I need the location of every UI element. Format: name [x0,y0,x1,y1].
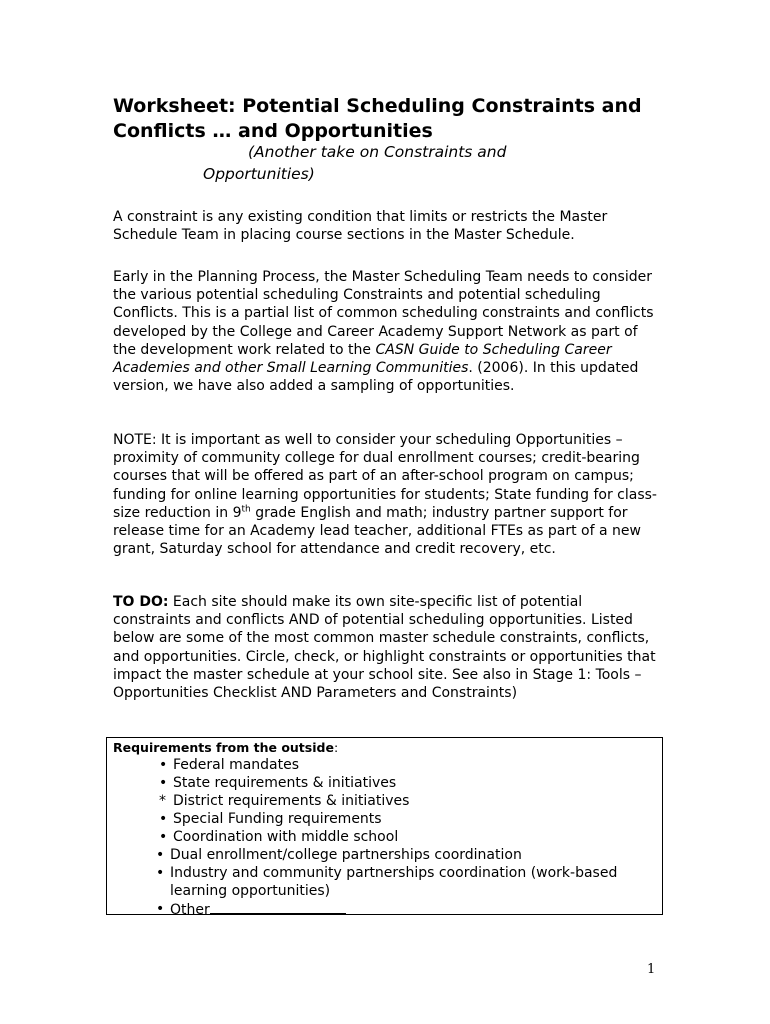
list-item [113,864,656,900]
page-number: 1 [647,962,656,977]
list-item [113,774,656,792]
other-label: Other [170,902,210,918]
subtitle-line-2: Opportunities) [203,165,315,183]
to-do-label: TO DO: [113,594,169,610]
requirements-box [106,737,663,918]
list-item-text: Coordination with middle school [173,829,399,845]
requirements-heading-colon: : [333,740,339,755]
subtitle-line-1: (Another take on Constraints and [248,143,507,161]
list-item [113,756,656,774]
bullet-icon: • [156,847,165,863]
bullet-icon: • [159,811,168,827]
page-title: Worksheet: Potential Scheduling Constraints and Conflicts … and Opportunities [113,95,642,142]
list-item [113,810,656,828]
list-item-text: District requirements & initiatives [173,793,410,809]
list-item [113,900,656,919]
bullet-icon: • [156,865,165,881]
to-do-text: Each site should make its own site-specific list of potential constraints and conflicts AND of potential scheduling opportunities. Listed below are some of the most common master schedule constraints, conflicts, and opportunities. Circle, check, or highlight constraints or opportunities that impact the master schedule at your school site. See also in Stage 1: Tools – Opportunities Checklist AND Parameters and Constraints) [113,594,656,702]
list-item-text: Industry and community partnerships coordination (work-based learning opportunities) [170,865,618,899]
fill-in-blank-line[interactable] [210,900,346,914]
subtitle [113,141,633,185]
list-item-text: Federal mandates [173,757,300,773]
list-item-text: Special Funding requirements [173,811,382,827]
asterisk-icon: * [159,793,166,809]
list-item-text: State requirements & initiatives [173,775,397,791]
note-text-a: NOTE: It is important as well to consider your scheduling Opportunities – proximity of community college for dual enrollment courses; credit-bearing courses that will be offered as part of an after-school program on campus; funding for online learning opportunities for students; State funding for class-size reduction in 9 [113,432,657,521]
requirements-list [113,756,656,919]
bullet-icon: • [159,829,168,845]
list-item [113,846,656,864]
list-item [113,792,656,810]
paragraph-note [113,431,663,558]
bullet-icon: • [159,775,168,791]
list-item-other [170,900,656,919]
ordinal-superscript: th [241,504,251,515]
note-text-b: grade English and math; industry partner support for release time for an Academy lead teacher, additional FTEs as part of a new grant, Saturday school for attendance and credit recovery, etc. [113,504,641,558]
requirements-heading [113,739,656,756]
requirements-heading-label: Requirements from the outside [113,740,334,755]
bullet-icon: • [159,757,168,773]
casn-guide-title: CASN Guide to Scheduling Career Academies and other Small Learning Communities [113,341,612,377]
paragraph-planning-process [113,268,663,395]
paragraph-planning-text-b: . (2006). In this updated version, we have also added a sampling of opportunities. [113,360,639,395]
list-item [113,828,656,846]
paragraph-to-do [113,593,663,702]
paragraph-planning-text-a: Early in the Planning Process, the Master Scheduling Team needs to consider the various potential scheduling Constraints and potential scheduling Conflicts. This is a partial list of common scheduling constraints and conflicts developed by the College and Career Academy Support Network as part of the development work related to the [113,269,654,358]
list-item-text: Dual enrollment/college partnerships coordination [170,847,522,863]
bullet-icon: • [156,901,165,917]
paragraph-constraint-definition: A constraint is any existing condition that limits or restricts the Master Schedule Team in placing course sections in the Master Schedule. [113,209,608,244]
